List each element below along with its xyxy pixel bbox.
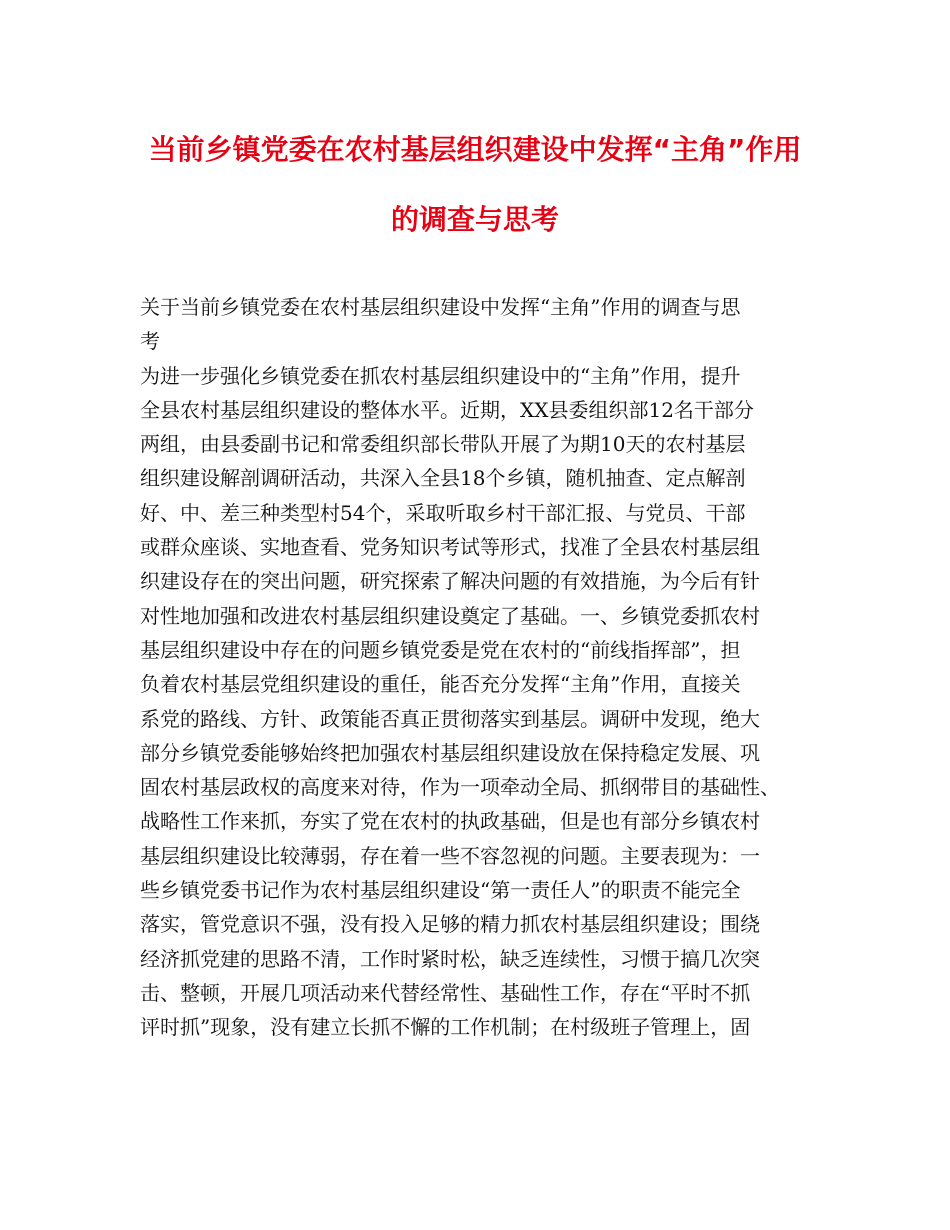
body-line: 对性地加强和改进农村基层组织建设奠定了基础。一、乡镇党委抓农村 bbox=[140, 603, 760, 628]
document-title-line-2: 的调查与思考 bbox=[390, 203, 559, 236]
body-line: 些乡镇党委书记作为农村基层组织建设“第一责任人”的职责不能完全 bbox=[140, 878, 741, 903]
body-line: 织建设存在的突出问题，研究探索了解决问题的有效措施，为今后有针 bbox=[140, 569, 760, 594]
body-line: 评时抓”现象，没有建立长抓不懈的工作机制；在村级班子管理上，固 bbox=[140, 1015, 751, 1040]
body-line: 负着农村基层党组织建设的重任，能否充分发挥“主角”作用，直接关 bbox=[140, 672, 741, 697]
body-line: 全县农村基层组织建设的整体水平。近期，XX县委组织部12名干部分 bbox=[140, 397, 754, 422]
body-line: 考 bbox=[140, 329, 160, 354]
body-line: 落实，管党意识不强，没有投入足够的精力抓农村基层组织建设；围绕 bbox=[140, 912, 760, 937]
body-line: 为进一步强化乡镇党委在抓农村基层组织建设中的“主角”作用，提升 bbox=[140, 363, 741, 388]
body-line: 好、中、差三种类型村54个，采取听取乡村干部汇报、与党员、干部 bbox=[140, 500, 746, 525]
body-line: 固农村基层政权的高度来对待，作为一项牵动全局、抓纲带目的基础性、 bbox=[140, 775, 780, 800]
document-body bbox=[140, 290, 812, 1045]
body-line: 基层组织建设中存在的问题乡镇党委是党在农村的“前线指挥部”，担 bbox=[140, 637, 741, 662]
body-line: 基层组织建设比较薄弱，存在着一些不容忽视的问题。主要表现为：一 bbox=[140, 843, 760, 868]
body-line: 部分乡镇党委能够始终把加强农村基层组织建设放在保持稳定发展、巩 bbox=[140, 740, 760, 765]
body-line: 系党的路线、方针、政策能否真正贯彻落实到基层。调研中发现，绝大 bbox=[140, 706, 760, 731]
body-line: 击、整顿，开展几项活动来代替经常性、基础性工作，存在“平时不抓 bbox=[140, 980, 751, 1005]
document-title-line-1: 当前乡镇党委在农村基层组织建设中发挥“主角”作用 bbox=[148, 133, 802, 166]
body-line: 两组，由县委副书记和常委组织部长带队开展了为期10天的农村基层 bbox=[140, 432, 746, 457]
body-line: 战略性工作来抓，夯实了党在农村的执政基础，但是也有部分乡镇农村 bbox=[140, 809, 760, 834]
body-line: 或群众座谈、实地查看、党务知识考试等形式，找准了全县农村基层组 bbox=[140, 535, 760, 560]
body-line: 关于当前乡镇党委在农村基层组织建设中发挥“主角”作用的调查与思 bbox=[140, 295, 741, 319]
body-line: 组织建设解剖调研活动，共深入全县18个乡镇，随机抽查、定点解剖 bbox=[140, 466, 746, 491]
body-line: 经济抓党建的思路不清，工作时紧时松，缺乏连续性，习惯于搞几次突 bbox=[140, 946, 760, 971]
